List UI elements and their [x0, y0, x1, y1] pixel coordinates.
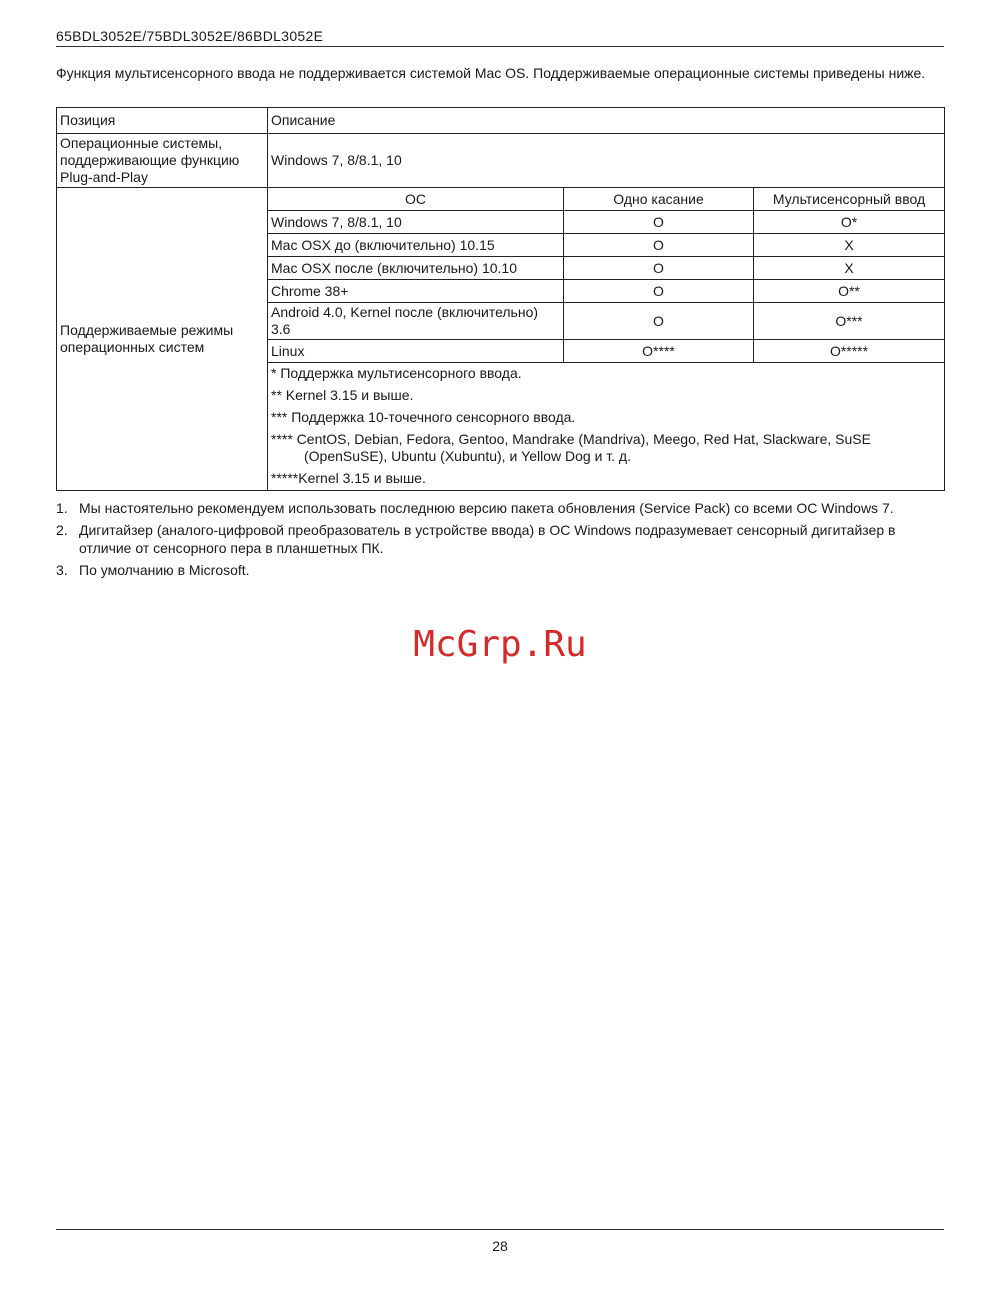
modes-label: Поддерживаемые режимы операционных систем — [57, 188, 268, 491]
os-name: Windows 7, 8/8.1, 10 — [268, 211, 564, 234]
header-description: Описание — [268, 108, 945, 134]
pnp-value: Windows 7, 8/8.1, 10 — [268, 134, 945, 188]
single-touch-value: O — [564, 257, 754, 280]
subheader-os: ОС — [268, 188, 564, 211]
header-position: Позиция — [57, 108, 268, 134]
multi-touch-value: O** — [754, 280, 945, 303]
table-note: **** CentOS, Debian, Fedora, Gentoo, Mandrake (Mandriva), Meego, Red Hat, Slackware, SuSE (OpenSuSE), Ubuntu (Xubuntu), и Yellow Dog и т. д. — [271, 431, 871, 464]
multi-touch-value: X — [754, 234, 945, 257]
table-subheader-row — [57, 188, 945, 211]
os-name: Linux — [268, 340, 564, 363]
subheader-multi-touch: Мультисенсорный ввод — [754, 188, 945, 211]
os-name: Mac OSX до (включительно) 10.15 — [268, 234, 564, 257]
single-touch-value: O — [564, 280, 754, 303]
single-touch-value: O**** — [564, 340, 754, 363]
list-number: 3. — [56, 562, 68, 578]
multi-touch-value: O* — [754, 211, 945, 234]
list-number: 2. — [56, 522, 68, 538]
os-name: Chrome 38+ — [268, 280, 564, 303]
list-item — [56, 561, 944, 579]
os-support-table — [56, 107, 945, 491]
os-name: Android 4.0, Kernel после (включительно) 3.6 — [268, 303, 564, 340]
single-touch-value: O — [564, 303, 754, 340]
multi-touch-value: X — [754, 257, 945, 280]
list-text: Мы настоятельно рекомендуем использовать последнюю версию пакета обновления (Service Pack) со всеми ОС Windows 7. — [79, 500, 894, 516]
table-notes — [268, 363, 945, 491]
pnp-label: Операционные системы, поддерживающие функцию Plug-and-Play — [57, 134, 268, 188]
multi-touch-value: O***** — [754, 340, 945, 363]
document-header: 65BDL3052E/75BDL3052E/86BDL3052E — [56, 28, 944, 47]
footnote-list — [56, 499, 944, 583]
list-number: 1. — [56, 500, 68, 516]
list-item — [56, 499, 944, 517]
list-item — [56, 521, 944, 557]
table-note: *** Поддержка 10-точечного сенсорного ввода. — [271, 409, 576, 425]
footer-divider — [56, 1229, 944, 1230]
table-header-row — [57, 108, 945, 134]
single-touch-value: O — [564, 211, 754, 234]
subheader-single-touch: Одно касание — [564, 188, 754, 211]
table-note: * Поддержка мультисенсорного ввода. — [271, 365, 522, 381]
list-text: Дигитайзер (аналого-цифровой преобразователь в устройстве ввода) в ОС Windows подразумевает сенсорный дигитайзер в отличие от сенсорного пера в планшетных ПК. — [79, 522, 896, 556]
single-touch-value: O — [564, 234, 754, 257]
table-row-pnp — [57, 134, 945, 188]
list-text: По умолчанию в Microsoft. — [79, 562, 250, 578]
intro-paragraph: Функция мультисенсорного ввода не поддерживается системой Mac OS. Поддерживаемые операционные системы приведены ниже. — [56, 65, 926, 81]
table-note: *****Kernel 3.15 и выше. — [271, 470, 426, 486]
os-name: Mac OSX после (включительно) 10.10 — [268, 257, 564, 280]
page-number: 28 — [492, 1238, 508, 1254]
watermark: McGrp.Ru — [413, 624, 587, 665]
table-note: ** Kernel 3.15 и выше. — [271, 387, 414, 403]
multi-touch-value: O*** — [754, 303, 945, 340]
